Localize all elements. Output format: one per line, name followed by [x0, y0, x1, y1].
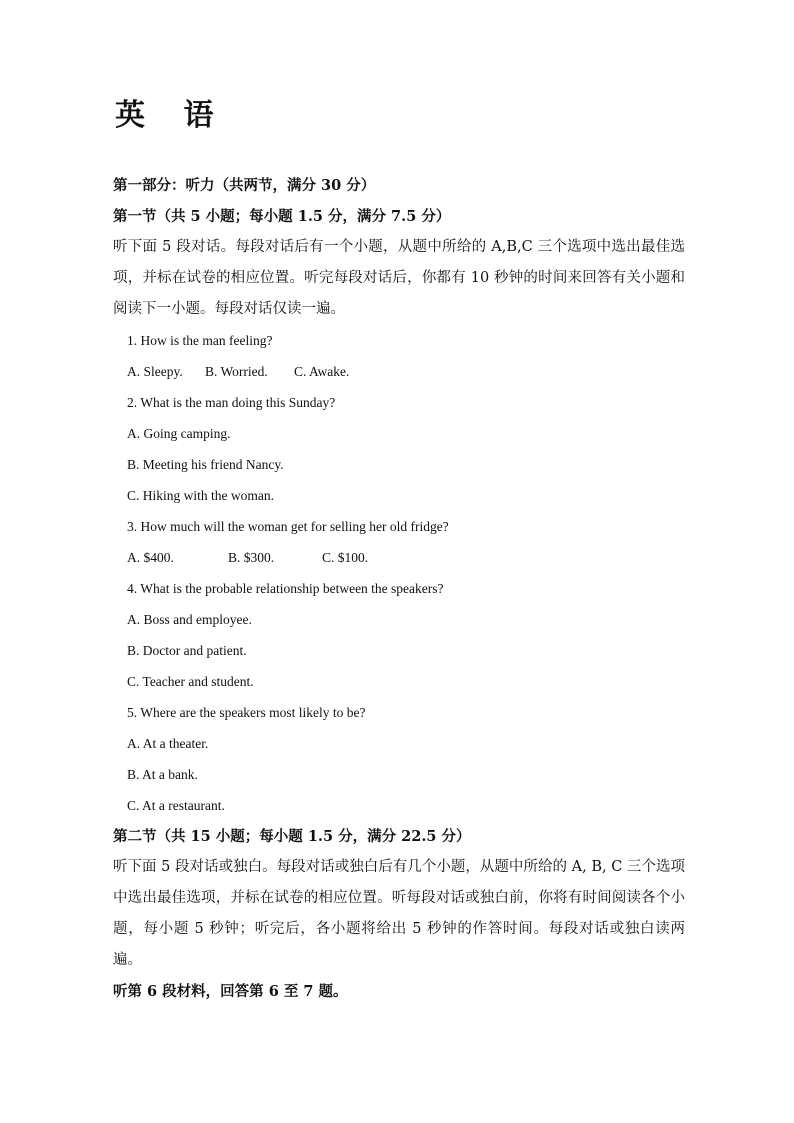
question-3: 3. How much will the woman get for selling her old fridge?	[127, 519, 449, 534]
section1-heading: 第一节（共 5 小题；每小题 1.5 分，满分 7.5 分）	[113, 208, 451, 225]
section2-heading: 第二节（共 15 小题；每小题 1.5 分，满分 22.5 分）	[113, 828, 471, 845]
page-title: 英 语	[115, 98, 228, 133]
material-6-heading: 听第 6 段材料，回答第 6 至 7 题。	[113, 983, 348, 1000]
question-1-option-c: C. Awake.	[294, 364, 350, 379]
question-3-options	[113, 542, 685, 573]
question-3-option-c: C. $100.	[322, 550, 369, 565]
question-2-option-a: A. Going camping.	[127, 426, 231, 441]
question-5-option-b: B. At a bank.	[127, 767, 198, 782]
question-2: 2. What is the man doing this Sunday?	[127, 395, 336, 410]
question-4-option-b: B. Doctor and patient.	[127, 643, 247, 658]
question-5-option-a: A. At a theater.	[127, 736, 209, 751]
question-3-option-b: B. $300.	[228, 550, 275, 565]
part1-heading: 第一部分：听力（共两节，满分 30 分）	[113, 177, 376, 194]
question-1-option-a: A. Sleepy.	[127, 364, 183, 379]
section2-instructions: 听下面 5 段对话或独白。每段对话或独白后有几个小题，从题中所给的 A, B, C 三个选项中选出最佳选项，并标在试卷的相应位置。听每段对话或独白前，你将有时间阅读各个小题，每小题 5 秒钟；听完后，各小题将给出 5 秒钟的作答时间。每段对话或独白读两遍。	[113, 859, 685, 968]
question-1: 1. How is the man feeling?	[127, 333, 273, 348]
faint-watermark	[603, 760, 632, 790]
question-5: 5. Where are the speakers most likely to be?	[127, 705, 366, 720]
question-2-option-c: C. Hiking with the woman.	[127, 488, 274, 503]
question-2-option-b: B. Meeting his friend Nancy.	[127, 457, 284, 472]
question-1-options	[113, 356, 685, 387]
section1-instructions: 听下面 5 段对话。每段对话后有一个小题，从题中所给的 A,B,C 三个选项中选出最佳选项，并标在试卷的相应位置。听完每段对话后，你都有 10 秒钟的时间来回答有关小题和阅读下一小题。每段对话仅读一遍。	[113, 239, 685, 317]
question-1-option-b: B. Worried.	[205, 364, 268, 379]
question-4: 4. What is the probable relationship between the speakers?	[127, 581, 444, 596]
exam-content	[113, 170, 685, 1007]
question-4-option-a: A. Boss and employee.	[127, 612, 252, 627]
question-3-option-a: A. $400.	[127, 550, 174, 565]
question-4-option-c: C. Teacher and student.	[127, 674, 254, 689]
question-5-option-c: C. At a restaurant.	[127, 798, 225, 813]
